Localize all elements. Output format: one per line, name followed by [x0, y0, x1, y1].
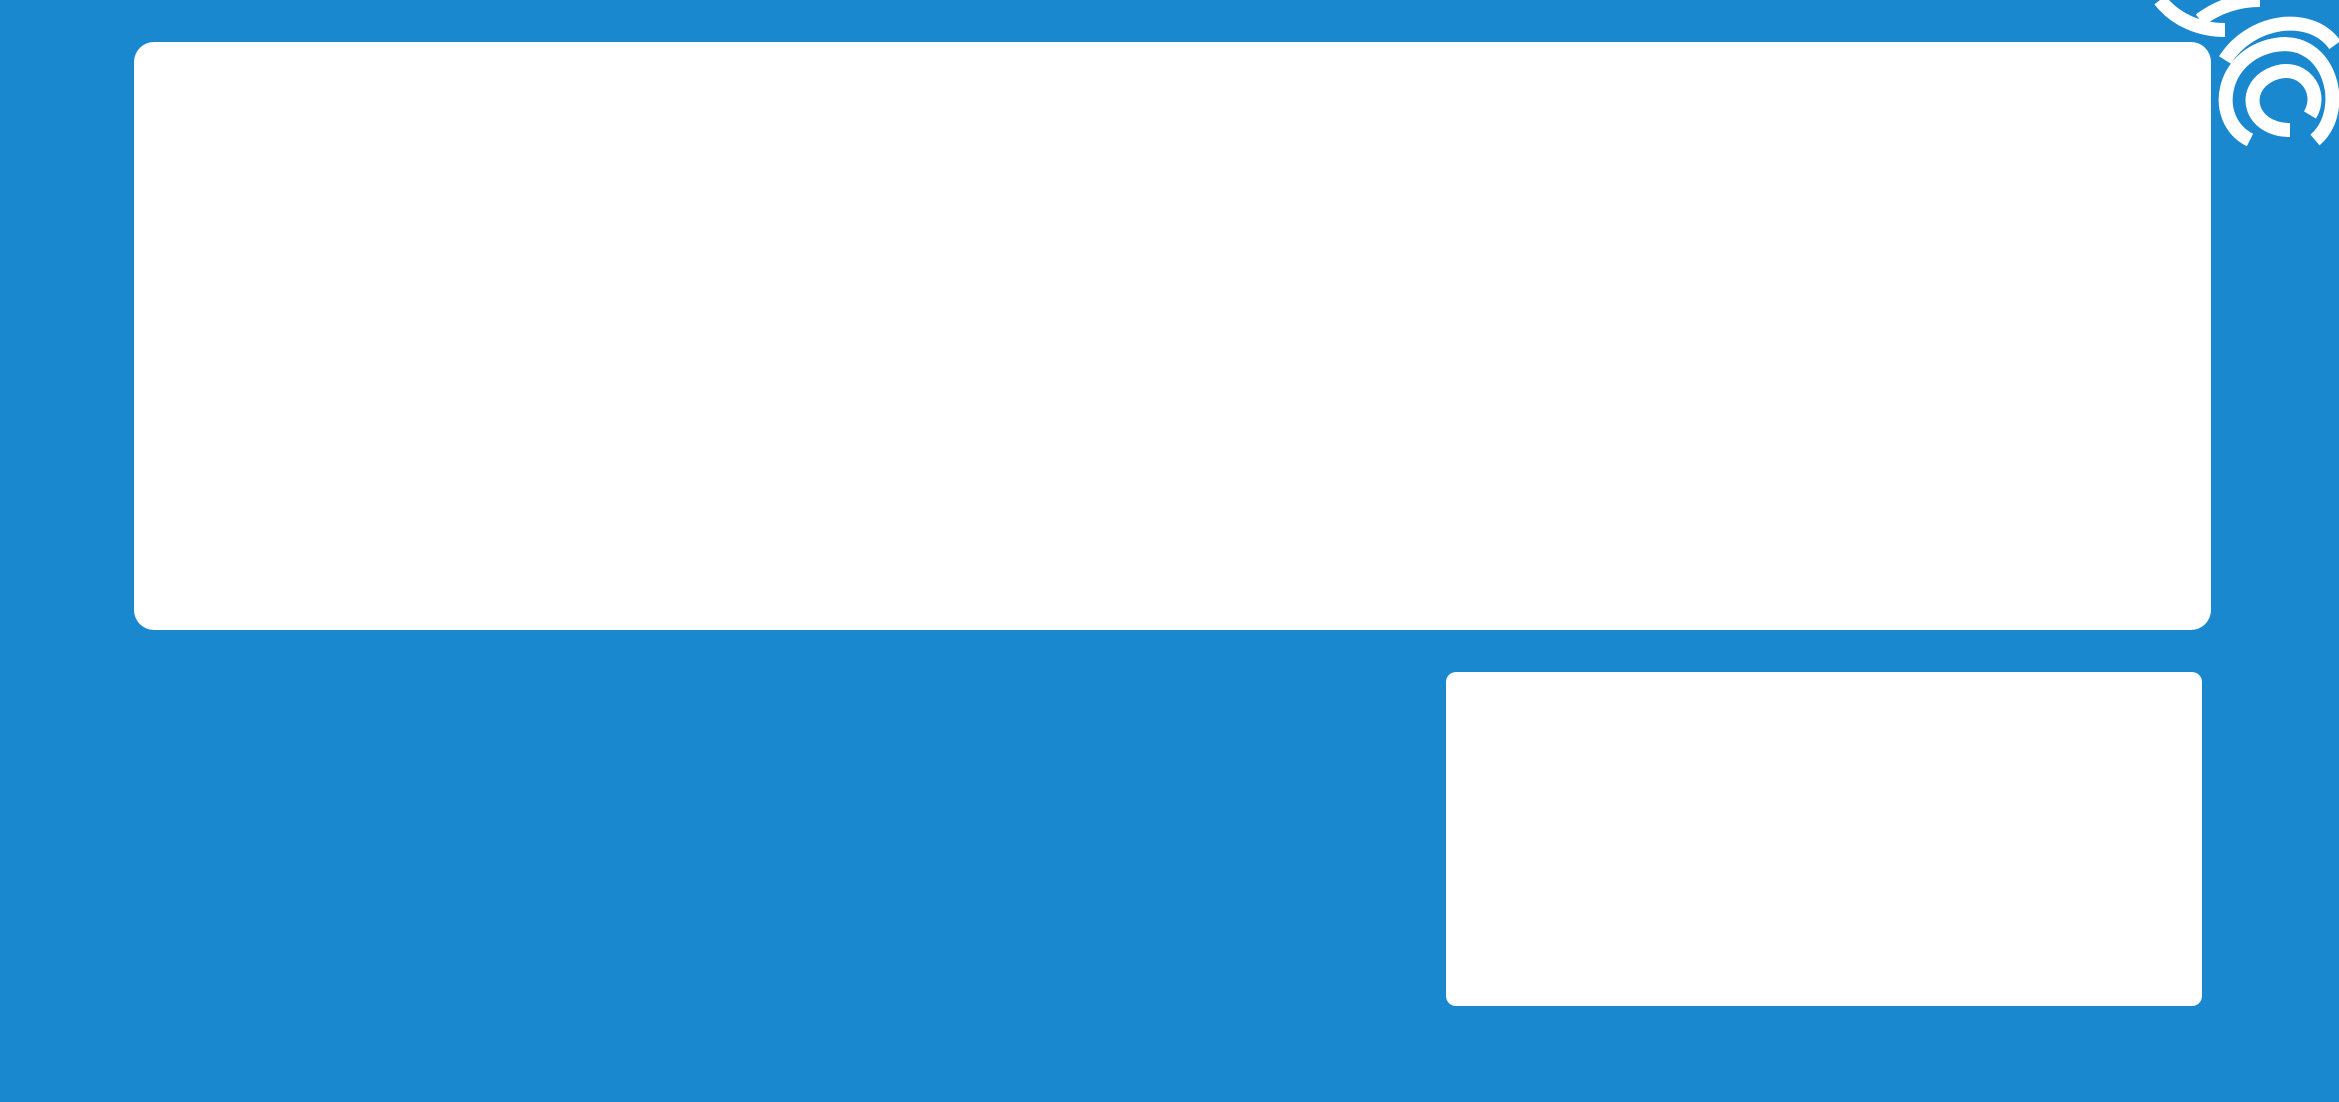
price-table — [1446, 672, 2202, 1006]
schedule-table — [134, 42, 2211, 630]
